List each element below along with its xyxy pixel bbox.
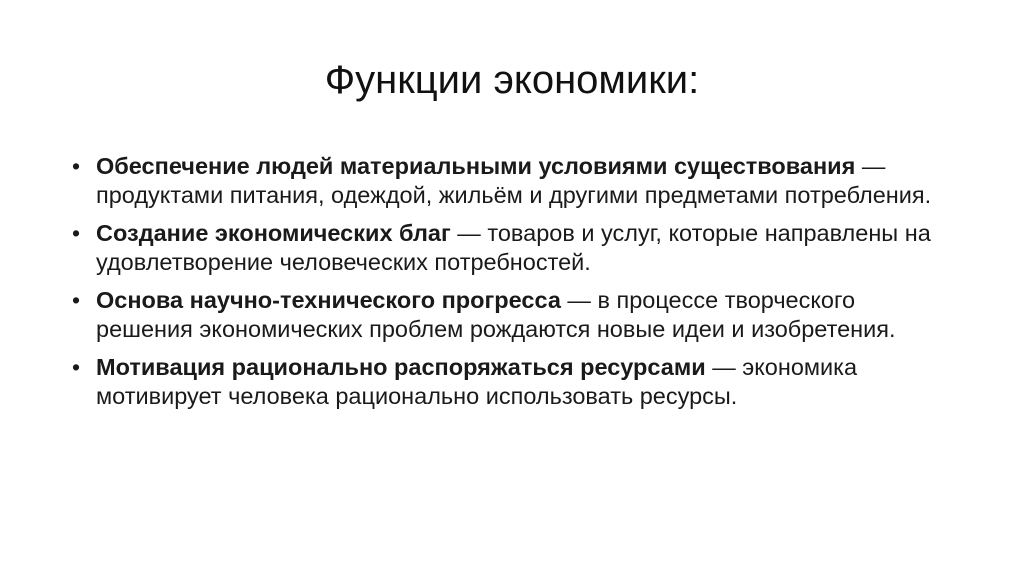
list-item [70, 353, 950, 411]
bullet-text: — в процессе творческого решения экономических проблем рождаются новые идеи и изобретения. [96, 287, 896, 342]
list-item [70, 219, 950, 277]
bullet-list [70, 152, 950, 420]
bullet-text: — товаров и услуг, которые направлены на удовлетворение человеческих потребностей. [96, 220, 931, 275]
list-item [70, 286, 950, 344]
bullet-text: — экономика мотивирует человека рационально использовать ресурсы. [96, 354, 858, 409]
bullet-term: Основа научно-технического прогресса [96, 287, 561, 313]
bullet-term: Создание экономических благ [96, 220, 451, 246]
list-item [70, 152, 950, 210]
bullet-term: Обеспечение людей материальными условиями существования [96, 153, 856, 179]
slide-title: Функции экономики: [324, 58, 700, 102]
bullet-icon: • [72, 153, 81, 179]
bullet-term: Мотивация рационально распоряжаться ресурсами [96, 354, 706, 380]
bullet-icon: • [72, 354, 81, 380]
bullet-text: — продуктами питания, одеждой, жильём и другими предметами потребления. [96, 153, 932, 208]
bullet-icon: • [72, 220, 81, 246]
bullet-icon: • [72, 287, 81, 313]
